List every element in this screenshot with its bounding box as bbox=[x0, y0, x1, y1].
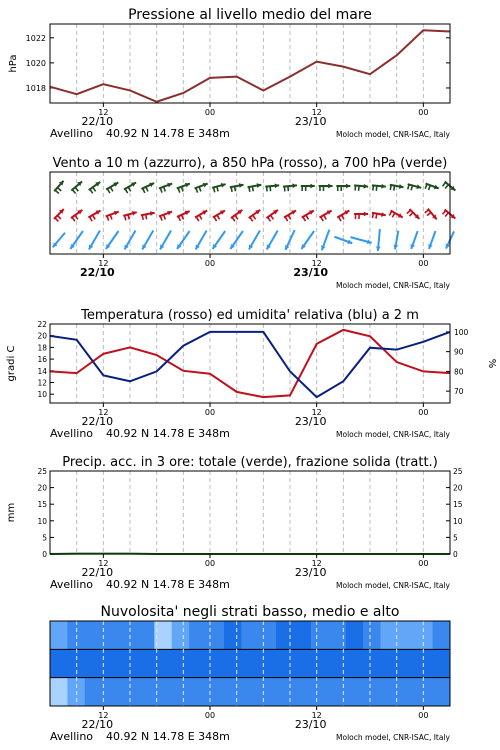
wind-arrow-head bbox=[364, 212, 368, 217]
wind-barb bbox=[425, 184, 427, 189]
date-label: 23/10 bbox=[294, 115, 327, 128]
x-tick-label: 12 bbox=[98, 711, 109, 720]
wind-barb bbox=[427, 212, 431, 215]
wind-barb bbox=[72, 217, 75, 221]
x-tick-label: 00 bbox=[204, 259, 216, 268]
y-tick-label: 14 bbox=[37, 366, 47, 376]
chart-title: Pressione al livello medio del mare bbox=[128, 7, 372, 23]
cloud-cell-basso bbox=[85, 678, 103, 706]
wind-barb bbox=[90, 189, 93, 193]
cloud-cell-basso bbox=[137, 678, 155, 706]
cloud-cell-basso bbox=[363, 678, 381, 706]
cloud-cell-alto bbox=[241, 621, 259, 649]
wind-barb bbox=[55, 190, 59, 193]
coords-label: 40.92 N 14.78 E 348m bbox=[106, 127, 230, 140]
wind-barb bbox=[217, 215, 220, 219]
wind-barb bbox=[392, 213, 395, 217]
panel-frame-1 bbox=[50, 24, 450, 103]
y-tick-label: 20 bbox=[37, 331, 47, 341]
wind-barb bbox=[429, 185, 431, 190]
cloud-cell-alto bbox=[102, 621, 120, 649]
x-tick-label: 12 bbox=[311, 559, 322, 568]
coords-label: 40.92 N 14.78 E 348m bbox=[106, 730, 230, 743]
wind-barb bbox=[214, 217, 217, 221]
wind-row-10-m bbox=[53, 229, 454, 251]
cloud-cell-medio bbox=[102, 649, 120, 677]
cloud-cell-medio bbox=[259, 649, 277, 677]
y2-tick-label: 70 bbox=[454, 387, 464, 397]
wind-barb bbox=[199, 187, 201, 192]
wind-barb bbox=[321, 217, 324, 221]
cloud-cell-medio bbox=[207, 649, 225, 677]
wind-barb bbox=[394, 186, 395, 191]
cloud-cell-basso bbox=[276, 678, 294, 706]
y-tick-label: 25 bbox=[37, 467, 47, 476]
location-label: Avellino bbox=[50, 730, 94, 743]
x-tick-label: 00 bbox=[418, 408, 429, 417]
wind-barb bbox=[93, 187, 96, 191]
cloud-cell-alto bbox=[189, 621, 207, 649]
credit-label: Moloch model, CNR-ISAC, Italy bbox=[336, 733, 450, 742]
wind-arrow-head bbox=[310, 184, 314, 189]
date-label: 23/10 bbox=[294, 415, 327, 428]
cloud-cell-medio bbox=[189, 649, 207, 677]
location-label: Avellino bbox=[50, 127, 94, 140]
credit-label: Moloch model, CNR-ISAC, Italy bbox=[336, 281, 450, 290]
cloud-cell-alto bbox=[276, 621, 294, 649]
wind-barb bbox=[57, 215, 61, 219]
date-label: 23/10 bbox=[293, 266, 328, 279]
pressure-line bbox=[50, 30, 450, 101]
x-tick-label: 12 bbox=[311, 711, 322, 720]
cloud-cell-basso bbox=[415, 678, 433, 706]
wind-barb bbox=[142, 215, 143, 220]
cloud-cell-basso bbox=[311, 678, 329, 706]
wind-barb bbox=[232, 217, 235, 221]
y-tick-label: 15 bbox=[37, 500, 47, 510]
temperature-line bbox=[50, 330, 450, 397]
wind-barb bbox=[407, 210, 411, 214]
wind-barb bbox=[285, 217, 288, 221]
wind-arrow-head bbox=[292, 183, 297, 188]
wind-arrow-head bbox=[346, 184, 350, 189]
wind-barb bbox=[376, 214, 377, 219]
y2-tick-label: 5 bbox=[453, 533, 458, 543]
cloud-cell-alto bbox=[224, 621, 242, 649]
date-label: 22/10 bbox=[81, 566, 114, 579]
cloud-cell-basso bbox=[189, 678, 207, 706]
date-label: 22/10 bbox=[81, 718, 114, 731]
wind-barb bbox=[160, 188, 162, 193]
cloud-cell-basso bbox=[398, 678, 416, 706]
cloud-cell-alto bbox=[293, 621, 311, 649]
wind-barb bbox=[303, 217, 306, 221]
cloud-cell-medio bbox=[293, 649, 311, 677]
x-tick-label: 12 bbox=[98, 259, 109, 268]
wind-barb bbox=[306, 215, 309, 219]
wind-barb bbox=[373, 213, 374, 218]
credit-label: Moloch model, CNR-ISAC, Italy bbox=[336, 130, 450, 139]
y-tick-label: 16 bbox=[37, 355, 47, 365]
x-tick-label: 12 bbox=[98, 408, 109, 417]
y2-axis-label: % bbox=[486, 358, 497, 369]
x-tick-label: 00 bbox=[204, 559, 216, 568]
wind-barb bbox=[409, 213, 413, 217]
cloud-cell-medio bbox=[137, 649, 155, 677]
panel-frame-4 bbox=[50, 471, 450, 554]
wind-barb bbox=[146, 214, 147, 219]
cloud-cell-alto bbox=[433, 621, 451, 649]
wind-barb bbox=[252, 186, 253, 191]
wind-barb bbox=[57, 188, 61, 191]
date-label: 22/10 bbox=[81, 415, 114, 428]
y-tick-label: 22 bbox=[37, 320, 47, 329]
cloud-cell-alto bbox=[85, 621, 103, 649]
wind-barb bbox=[324, 215, 327, 219]
cloud-cell-medio bbox=[398, 649, 416, 677]
x-tick-label: 12 bbox=[311, 259, 322, 268]
y2-tick-label: 0 bbox=[453, 550, 458, 559]
cloud-cell-medio bbox=[120, 649, 138, 677]
wind-barb bbox=[196, 217, 199, 221]
cloud-cell-basso bbox=[259, 678, 277, 706]
humidity-line bbox=[50, 332, 450, 397]
cloud-cell-medio bbox=[241, 649, 259, 677]
y-axis-label: hPa bbox=[8, 54, 19, 73]
wind-barb bbox=[249, 187, 250, 192]
wind-barb bbox=[178, 188, 180, 193]
panel-frame-3 bbox=[50, 324, 450, 403]
wind-barb bbox=[445, 185, 448, 189]
cloud-cell-alto bbox=[50, 621, 68, 649]
wind-barb bbox=[271, 215, 274, 219]
cloud-cell-basso bbox=[102, 678, 120, 706]
cloud-cell-alto bbox=[207, 621, 225, 649]
y-tick-label: 5 bbox=[42, 533, 47, 543]
cloud-cell-alto bbox=[346, 621, 364, 649]
cloud-cell-medio bbox=[311, 649, 329, 677]
y-tick-label: 20 bbox=[37, 483, 47, 493]
x-tick-label: 12 bbox=[98, 108, 109, 117]
cloud-cell-medio bbox=[380, 649, 398, 677]
wind-arrow-head bbox=[376, 246, 381, 251]
wind-barb bbox=[72, 190, 75, 194]
y2-tick-label: 80 bbox=[454, 367, 464, 377]
y2-tick-label: 25 bbox=[453, 467, 463, 476]
wind-barb bbox=[268, 217, 271, 221]
coords-label: 40.92 N 14.78 E 348m bbox=[106, 427, 230, 440]
wind-barb bbox=[107, 216, 109, 221]
wind-barb bbox=[160, 216, 162, 221]
cloud-cell-medio bbox=[172, 649, 190, 677]
y2-tick-label: 90 bbox=[454, 347, 464, 357]
wind-barb bbox=[442, 182, 445, 186]
coords-label: 40.92 N 14.78 E 348m bbox=[106, 578, 230, 591]
y2-tick-label: 10 bbox=[453, 516, 463, 526]
wind-arrow-head bbox=[275, 183, 280, 188]
wind-barb bbox=[425, 210, 429, 213]
cloud-cell-medio bbox=[50, 649, 68, 677]
wind-barb bbox=[445, 213, 448, 217]
wind-barb bbox=[125, 189, 128, 193]
cloud-cell-basso bbox=[207, 678, 225, 706]
y-tick-label: 1018 bbox=[25, 83, 46, 93]
cloud-cell-medio bbox=[276, 649, 294, 677]
y-axis-label: mm bbox=[6, 502, 17, 523]
wind-barb bbox=[110, 215, 112, 220]
cloud-cell-basso bbox=[224, 678, 242, 706]
y-tick-label: 10 bbox=[37, 390, 47, 400]
chart-title: Precip. acc. in 3 ore: totale (verde), frazione solida (tratt.) bbox=[62, 455, 438, 470]
wind-barb bbox=[143, 188, 145, 193]
wind-barb bbox=[93, 215, 96, 219]
y-axis-label: gradi C bbox=[6, 345, 17, 382]
x-tick-label: 12 bbox=[98, 559, 109, 568]
cloud-cell-basso bbox=[380, 678, 398, 706]
wind-row-850-hPa bbox=[54, 209, 455, 222]
cloud-cell-basso bbox=[241, 678, 259, 706]
x-tick-label: 12 bbox=[311, 408, 322, 417]
credit-label: Moloch model, CNR-ISAC, Italy bbox=[336, 581, 450, 590]
x-tick-label: 00 bbox=[204, 108, 216, 117]
x-tick-label: 12 bbox=[311, 108, 322, 117]
wind-barb bbox=[164, 187, 166, 192]
location-label: Avellino bbox=[50, 578, 94, 591]
wind-arrow-head bbox=[364, 184, 369, 189]
x-tick-label: 00 bbox=[418, 559, 429, 568]
y-tick-label: 18 bbox=[37, 343, 47, 353]
cloud-cell-alto bbox=[398, 621, 416, 649]
wind-barb bbox=[90, 217, 93, 221]
chart-title: Nuvolosita' negli strati basso, medio e alto bbox=[100, 604, 400, 620]
y-tick-label: 1022 bbox=[25, 33, 46, 43]
y-tick-label: 0 bbox=[42, 550, 47, 559]
date-label: 22/10 bbox=[80, 266, 115, 279]
cloud-cell-basso bbox=[172, 678, 190, 706]
wind-row-700-hPa bbox=[54, 181, 455, 194]
cloud-cell-alto bbox=[120, 621, 138, 649]
wind-arrow-head bbox=[381, 184, 386, 189]
date-label: 22/10 bbox=[81, 115, 114, 128]
wind-barb bbox=[164, 215, 166, 220]
wind-barb bbox=[442, 210, 445, 214]
wind-barb bbox=[389, 211, 392, 215]
cloud-cell-basso bbox=[50, 678, 68, 706]
cloud-cell-alto bbox=[259, 621, 277, 649]
y2-tick-label: 100 bbox=[454, 327, 469, 337]
cloud-cell-basso bbox=[433, 678, 451, 706]
wind-barb bbox=[196, 188, 198, 193]
y-tick-label: 10 bbox=[37, 516, 47, 526]
chart-title: Temperatura (rosso) ed umidita' relativa (blu) a 2 m bbox=[81, 308, 419, 323]
cloud-cell-alto bbox=[380, 621, 398, 649]
y-tick-label: 1020 bbox=[25, 58, 46, 68]
cloud-cell-basso bbox=[346, 678, 364, 706]
wind-barb bbox=[110, 187, 113, 191]
wind-barb bbox=[107, 189, 110, 193]
cloud-cell-medio bbox=[433, 649, 451, 677]
wind-barb bbox=[250, 217, 253, 221]
cloud-cell-basso bbox=[293, 678, 311, 706]
cloud-cell-alto bbox=[415, 621, 433, 649]
y-tick-label: 12 bbox=[37, 378, 47, 388]
x-tick-label: 00 bbox=[418, 711, 429, 720]
wind-barb bbox=[231, 187, 232, 192]
cloud-cell-medio bbox=[415, 649, 433, 677]
location-label: Avellino bbox=[50, 427, 94, 440]
cloud-cell-alto bbox=[363, 621, 381, 649]
credit-label: Moloch model, CNR-ISAC, Italy bbox=[336, 430, 450, 439]
wind-barb bbox=[235, 186, 236, 191]
cloud-cell-medio bbox=[346, 649, 364, 677]
wind-barb bbox=[55, 218, 59, 222]
cloud-cell-medio bbox=[363, 649, 381, 677]
cloud-cell-alto bbox=[311, 621, 329, 649]
wind-barb bbox=[390, 185, 391, 190]
date-label: 23/10 bbox=[294, 566, 327, 579]
cloud-cell-basso bbox=[120, 678, 138, 706]
x-tick-label: 00 bbox=[204, 408, 216, 417]
x-tick-label: 00 bbox=[418, 108, 429, 117]
x-tick-label: 00 bbox=[418, 259, 429, 268]
cloud-cell-medio bbox=[85, 649, 103, 677]
wind-arrow-head bbox=[328, 184, 332, 189]
date-label: 23/10 bbox=[294, 718, 327, 731]
wind-barb bbox=[199, 215, 202, 219]
wind-barb bbox=[146, 187, 148, 192]
cloud-cell-medio bbox=[224, 649, 242, 677]
x-tick-label: 00 bbox=[204, 711, 216, 720]
cloud-cell-alto bbox=[137, 621, 155, 649]
wind-barb bbox=[181, 187, 183, 192]
wind-barb bbox=[178, 216, 180, 221]
wind-barb bbox=[338, 217, 341, 221]
y2-tick-label: 20 bbox=[453, 483, 463, 493]
y2-tick-label: 15 bbox=[453, 500, 463, 510]
chart-title: Vento a 10 m (azzurro), a 850 hPa (rosso), a 700 hPa (verde) bbox=[52, 156, 448, 171]
wind-barb bbox=[253, 215, 256, 219]
cloud-cell-alto bbox=[172, 621, 190, 649]
